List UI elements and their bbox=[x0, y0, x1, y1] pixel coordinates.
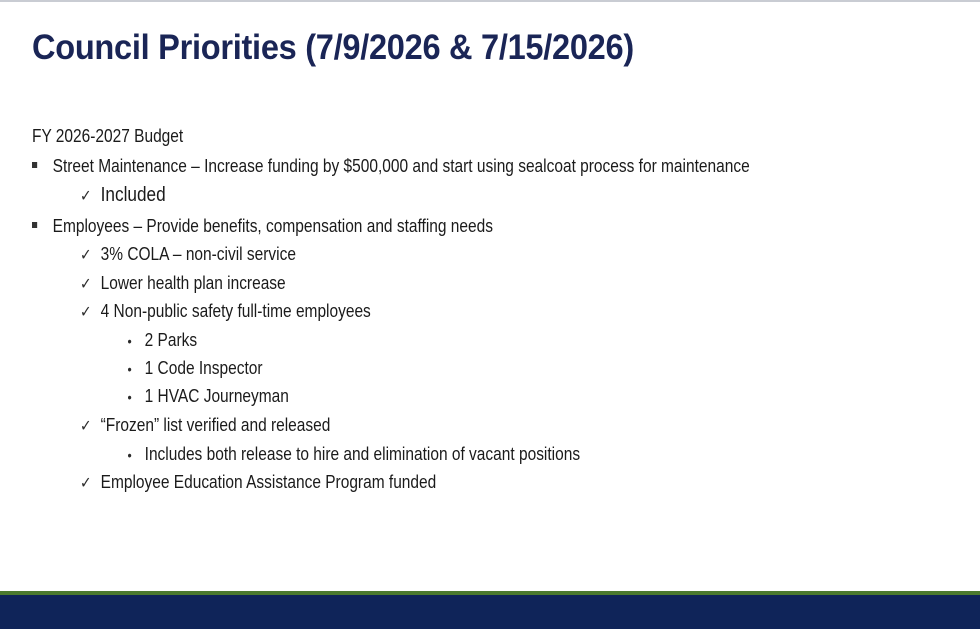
sub-sub-item-text: 2 Parks bbox=[144, 330, 198, 350]
bullet-text: Street Maintenance – Increase funding by $500,000 and start using sealcoat process for maintenance bbox=[52, 156, 750, 176]
checkmark-icon: ✓ bbox=[80, 304, 92, 321]
checkmark-icon: ✓ bbox=[80, 418, 92, 435]
slide-title: Council Priorities (7/9/2026 & 7/15/2026) bbox=[32, 28, 634, 67]
sub-sub-item-release-to-hire bbox=[124, 444, 580, 465]
sub-item-non-public-safety bbox=[80, 301, 371, 322]
sub-sub-item-text: 1 HVAC Journeyman bbox=[144, 386, 289, 406]
sub-item-text: Included bbox=[100, 184, 166, 206]
sub-sub-item-text: Includes both release to hire and elimination of vacant positions bbox=[144, 444, 581, 464]
dot-bullet-icon: • bbox=[127, 361, 132, 377]
sub-item-text: 3% COLA – non-civil service bbox=[100, 244, 296, 264]
sub-item-text: “Frozen” list verified and released bbox=[100, 415, 331, 435]
sub-item-text: 4 Non-public safety full-time employees bbox=[100, 301, 371, 321]
top-rule bbox=[0, 0, 980, 2]
sub-item-cola bbox=[80, 244, 296, 265]
bullet-text: Employees – Provide benefits, compensation and staffing needs bbox=[52, 216, 493, 236]
square-bullet-icon bbox=[32, 162, 37, 168]
checkmark-icon: ✓ bbox=[80, 247, 92, 264]
checkmark-icon: ✓ bbox=[80, 276, 92, 293]
dot-bullet-icon: • bbox=[127, 333, 132, 349]
sub-sub-item-parks bbox=[124, 330, 197, 351]
checkmark-icon: ✓ bbox=[80, 475, 92, 492]
square-bullet-icon bbox=[32, 222, 37, 228]
sub-item-text: Lower health plan increase bbox=[100, 273, 286, 293]
bullet-employees bbox=[32, 216, 493, 237]
sub-sub-item-code-inspector bbox=[124, 358, 263, 379]
sub-item-included bbox=[80, 184, 166, 207]
footer-bar bbox=[0, 595, 980, 629]
sub-sub-item-hvac bbox=[124, 386, 289, 407]
bullet-street-maintenance bbox=[32, 156, 750, 177]
dot-bullet-icon: • bbox=[127, 447, 132, 463]
sub-item-text: Employee Education Assistance Program funded bbox=[100, 472, 437, 492]
sub-sub-item-text: 1 Code Inspector bbox=[144, 358, 263, 378]
section-heading bbox=[32, 126, 183, 147]
sub-item-health-plan bbox=[80, 273, 286, 294]
sub-item-education-assistance bbox=[80, 472, 436, 493]
checkmark-icon: ✓ bbox=[80, 188, 92, 205]
sub-item-frozen-list bbox=[80, 415, 330, 436]
dot-bullet-icon: • bbox=[127, 389, 132, 405]
section-heading-text: FY 2026-2027 Budget bbox=[32, 126, 184, 146]
